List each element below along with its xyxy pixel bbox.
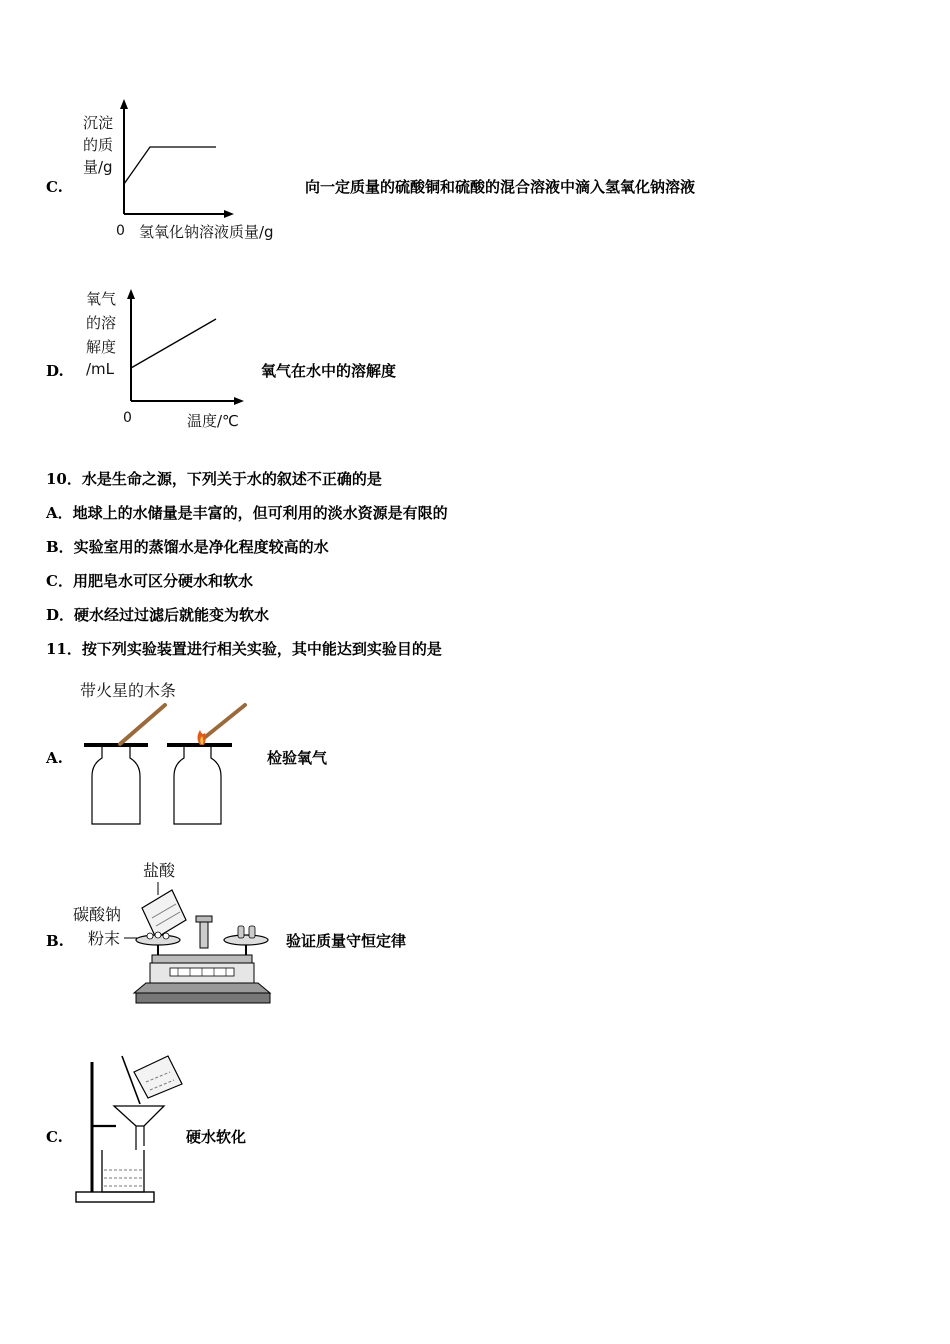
receiving-beaker	[102, 1150, 144, 1192]
graph-c-y-label-3: 量/g	[83, 158, 113, 176]
q11-a-figure-label: 带火星的木条	[80, 681, 177, 700]
graph-c-x-label: 氢氧化钠溶液质量/g	[139, 223, 274, 241]
stand-base	[76, 1192, 154, 1202]
q11-b-label-na2co3-2: 粉末	[88, 929, 121, 948]
graph-d-y-label-3: 解度	[86, 338, 117, 356]
q11-option-b-label: B.	[46, 932, 64, 950]
balance-pillar	[200, 922, 208, 948]
glass-rod	[122, 1056, 140, 1104]
option-d-label: D.	[46, 362, 64, 380]
q11-a-description: 检验氧气	[267, 749, 328, 767]
q10-option-d: D．硬水经过过滤后就能变为软水	[46, 606, 270, 624]
graph-c-y-label-1: 沉淀	[83, 114, 114, 132]
q10-stem: 10．水是生命之源，下列关于水的叙述不正确的是	[46, 470, 382, 488]
q10-option-c: C．用肥皂水可区分硬水和软水	[46, 572, 253, 590]
graph-d-description: 氧气在水中的溶解度	[261, 362, 397, 380]
graph-d-y-label-2: 的溶	[86, 314, 117, 332]
funnel	[114, 1106, 164, 1126]
q11-option-c-label: C.	[46, 1128, 63, 1146]
pouring-beaker	[134, 1056, 182, 1098]
graph-d-origin: 0	[123, 410, 132, 426]
option-c-label: C.	[46, 178, 63, 196]
graph-c-origin: 0	[116, 223, 125, 239]
q11-b-label-na2co3-1: 碳酸钠	[73, 905, 122, 924]
q10-option-a: A．地球上的水储量是丰富的，但可利用的淡水资源是有限的	[46, 504, 448, 522]
q11-b-label-hcl: 盐酸	[143, 861, 176, 880]
weight-2	[249, 926, 255, 938]
q11-c-filtration-figure	[0, 0, 200, 1210]
graph-d-y-label-4: /mL	[86, 360, 115, 378]
q11-c-description: 硬水软化	[186, 1128, 247, 1146]
graph-d-y-label-1: 氧气	[86, 290, 117, 308]
weight-1	[238, 926, 244, 938]
graph-c-y-label-2: 的质	[83, 136, 114, 154]
q11-b-description: 验证质量守恒定律	[286, 932, 407, 950]
q11-stem: 11．按下列实验装置进行相关实验，其中能达到实验目的是	[46, 640, 442, 658]
right-pan	[224, 935, 268, 945]
q10-option-b: B．实验室用的蒸馏水是净化程度较高的水	[46, 538, 329, 556]
q11-option-a-label: A.	[46, 749, 63, 767]
graph-c-description: 向一定质量的硫酸铜和硫酸的混合溶液中滴入氢氧化钠溶液	[305, 178, 696, 196]
graph-d-x-label: 温度/℃	[187, 412, 239, 430]
